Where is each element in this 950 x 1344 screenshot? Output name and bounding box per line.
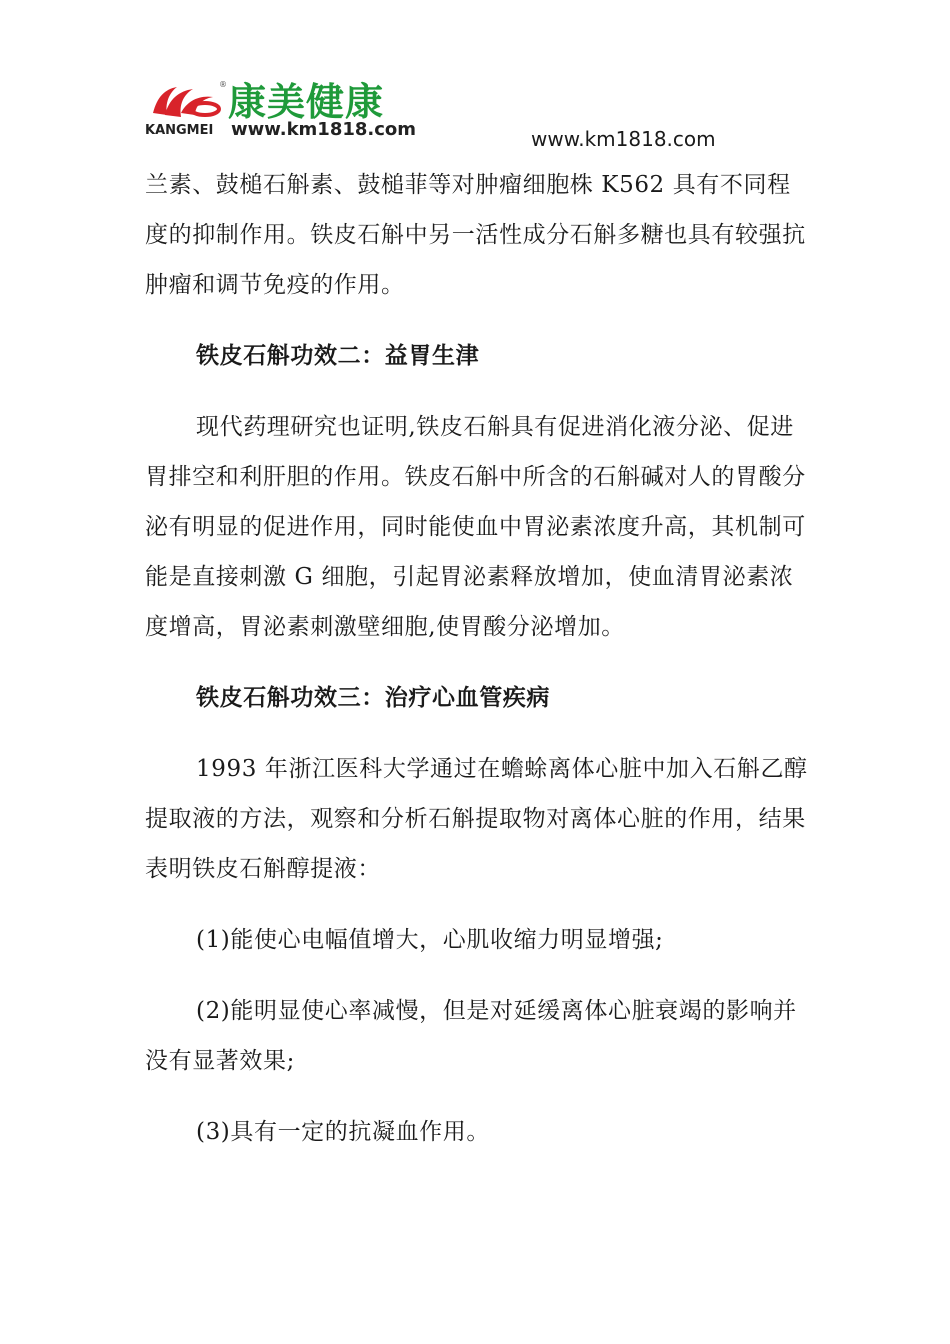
kangmei-logo xyxy=(145,80,420,144)
page-header xyxy=(145,80,785,152)
kangmei-flame-icon xyxy=(149,83,225,123)
list-item-3: (3)具有一定的抗凝血作用。 xyxy=(196,1119,490,1145)
header-site-url[interactable]: www.km1818.com xyxy=(531,127,716,151)
section-heading-3: 铁皮石斛功效三：治疗心血管疾病 xyxy=(196,685,550,711)
list-item-2: (2)能明显使心率减慢，但是对延缓离体心脏衰竭的影响并没有显著效果; xyxy=(145,998,797,1074)
logo-brand-english: KANGMEI xyxy=(145,123,214,138)
section-heading-2: 铁皮石斛功效二：益胃生津 xyxy=(196,343,480,369)
logo-url: www.km1818.com xyxy=(231,119,417,140)
paragraph-section-2: 现代药理研究也证明,铁皮石斛具有促进消化液分泌、促进胃排空和利肝胆的作用。铁皮石斛中所含的石斛碱对人的胃酸分泌有明显的促进作用，同时能使血中胃泌素浓度升高，其机制可能是直接刺激 G 细胞，引起胃泌素释放增加，使血清胃泌素浓度增高，胃泌素刺激壁细胞,使胃酸分泌增加。 xyxy=(145,414,806,640)
logo-brand-chinese: 康美健康 xyxy=(228,80,385,124)
list-item-1: (1)能使心电幅值增大，心肌收缩力明显增强; xyxy=(196,927,664,953)
registered-mark: ® xyxy=(219,80,227,89)
document-body xyxy=(145,160,813,1157)
paragraph-section-3: 1993 年浙江医科大学通过在蟾蜍离体心脏中加入石斛乙醇提取液的方法，观察和分析石斛提取物对离体心脏的作用，结果表明铁皮石斛醇提液： xyxy=(145,756,808,882)
paragraph-continued: 兰素、鼓槌石斛素、鼓槌菲等对肿瘤细胞株 K562 具有不同程度的抑制作用。铁皮石斛中另一活性成分石斛多糖也具有较强抗肿瘤和调节免疫的作用。 xyxy=(145,172,806,298)
